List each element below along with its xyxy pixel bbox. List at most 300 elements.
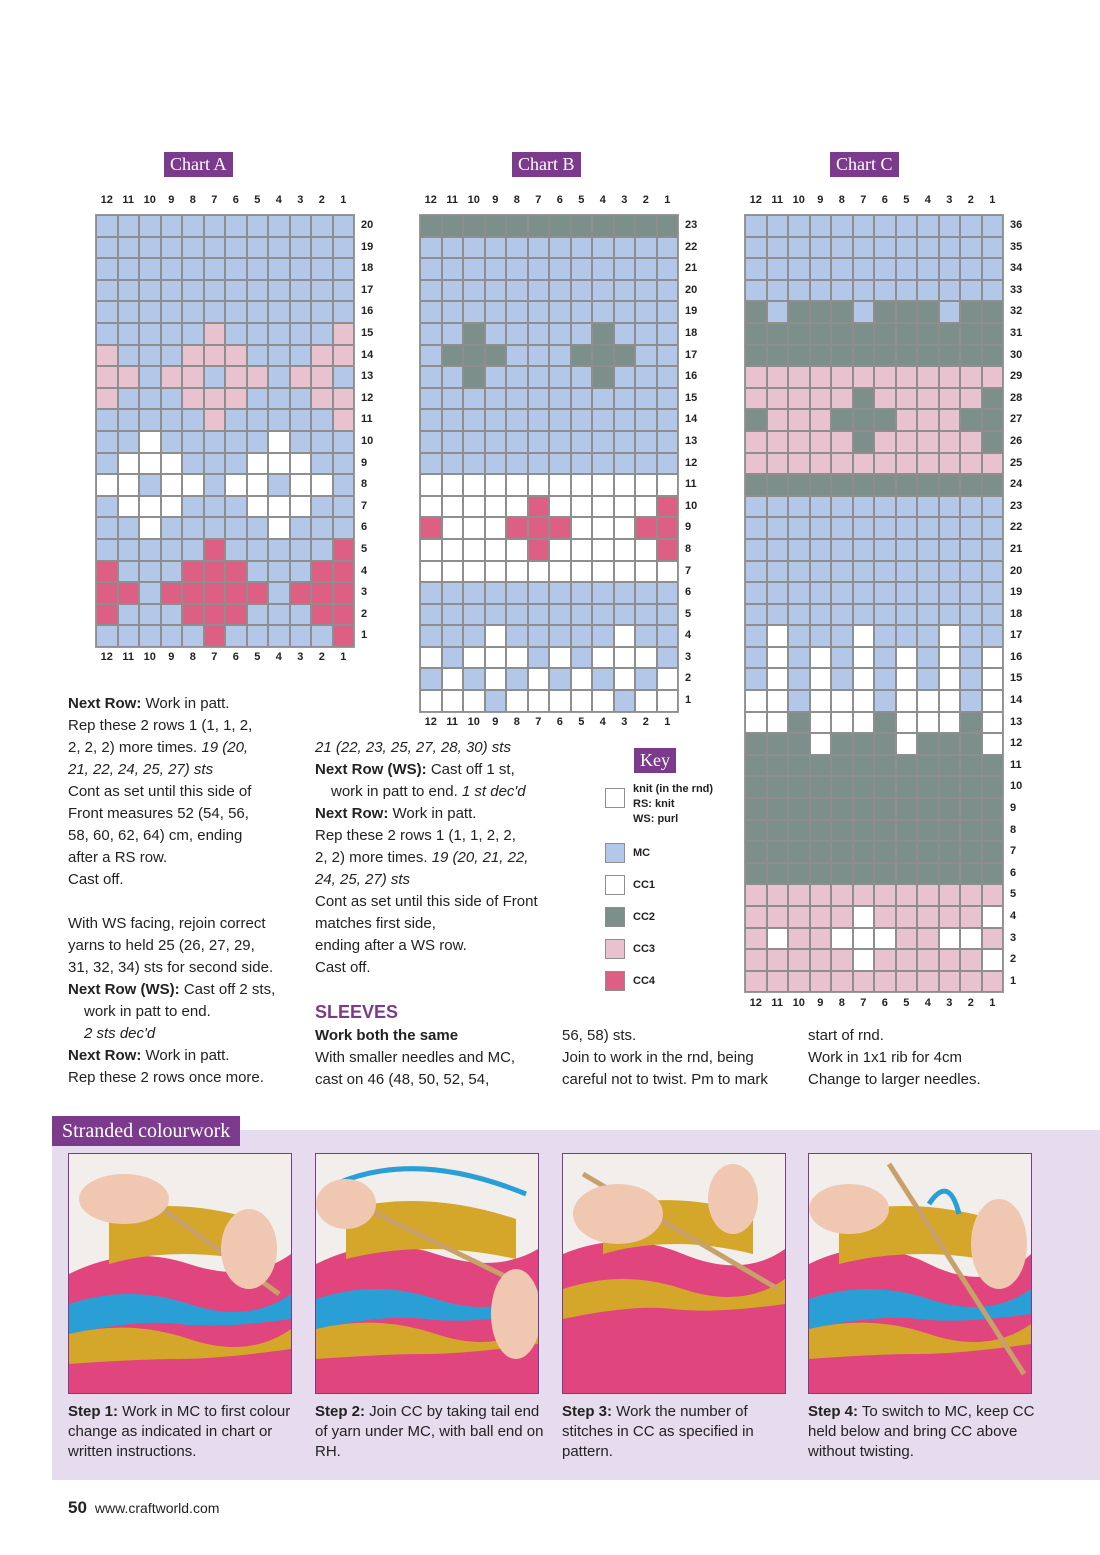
chart-c-cell <box>982 366 1004 388</box>
chart-c-cell <box>788 928 810 950</box>
chart-c-cell <box>982 582 1004 604</box>
chart-a-cell <box>225 409 247 431</box>
chart-b-cell <box>635 345 657 367</box>
chart-c-cell <box>982 409 1004 431</box>
chart-c-cell <box>767 668 789 690</box>
chart-b-cell <box>420 409 442 431</box>
chart-b-cell <box>420 561 442 583</box>
chart-a-cell <box>118 258 140 280</box>
chart-c-cell <box>960 928 982 950</box>
chart-a-cell <box>311 474 333 496</box>
chart-b-cell <box>657 345 679 367</box>
chart-c-column-number: 3 <box>946 194 953 206</box>
chart-c-cell <box>982 971 1004 993</box>
chart-c-cell <box>896 431 918 453</box>
chart-a-cell <box>247 301 269 323</box>
chart-c-cell <box>831 409 853 431</box>
chart-a-cell <box>268 625 290 647</box>
chart-c-cell <box>939 776 961 798</box>
chart-c-cell <box>831 388 853 410</box>
chart-a-title: Chart A <box>164 152 233 177</box>
chart-b-row-number: 13 <box>685 434 698 447</box>
chart-c-cell <box>810 215 832 237</box>
chart-b-column-number: 1 <box>664 716 671 728</box>
chart-b-column-number: 11 <box>446 194 459 206</box>
chart-c-row-number: 3 <box>1010 931 1017 944</box>
chart-b-cell <box>592 409 614 431</box>
chart-b-cell <box>592 668 614 690</box>
chart-a-cell <box>247 215 269 237</box>
step-4-label: Step 4: <box>808 1403 859 1420</box>
col2-line: 24, 25, 27) sts <box>315 871 411 888</box>
chart-b-row-number: 12 <box>685 456 698 469</box>
chart-c-cell <box>896 604 918 626</box>
chart-c-cell <box>960 496 982 518</box>
chart-c-cell <box>896 280 918 302</box>
chart-c-cell <box>917 431 939 453</box>
chart-c-column-numbers-bottom <box>745 997 1003 1009</box>
chart-b-cell <box>571 582 593 604</box>
chart-a-cell <box>247 388 269 410</box>
chart-a-cell <box>96 561 118 583</box>
chart-c-row-number: 16 <box>1010 650 1023 663</box>
chart-c-cell <box>810 366 832 388</box>
chart-c-cell <box>745 345 767 367</box>
chart-b-cell <box>506 668 528 690</box>
chart-c-cell <box>767 237 789 259</box>
chart-c-cell <box>831 604 853 626</box>
chart-c-cell <box>939 431 961 453</box>
chart-c-row-number: 34 <box>1010 262 1023 275</box>
chart-b-cell <box>463 453 485 475</box>
chart-b-cell <box>420 496 442 518</box>
col1-line: Next Row: Work in patt. <box>68 695 230 712</box>
col1-line: Front measures 52 (54, 56, <box>68 805 249 822</box>
chart-a-cell <box>96 625 118 647</box>
chart-c-cell <box>960 474 982 496</box>
chart-b-cell <box>420 280 442 302</box>
chart-a-cell <box>161 323 183 345</box>
chart-a-cell <box>225 280 247 302</box>
chart-c-column-number: 4 <box>924 194 931 206</box>
chart-c-cell <box>745 712 767 734</box>
chart-a-column-number: 12 <box>100 651 113 663</box>
chart-b-cell <box>506 647 528 669</box>
chart-c-cell <box>939 215 961 237</box>
chart-b-cell <box>549 409 571 431</box>
site-url[interactable]: www.craftworld.com <box>94 1500 220 1516</box>
chart-a-cell <box>333 280 355 302</box>
chart-c-cell <box>896 474 918 496</box>
chart-a-cell <box>311 388 333 410</box>
pattern-text-column-2 <box>315 737 565 979</box>
chart-a-cell <box>96 215 118 237</box>
chart-c-cell <box>810 431 832 453</box>
chart-c-column-numbers <box>745 194 1003 206</box>
chart-a-cell <box>247 237 269 259</box>
chart-c-cell <box>853 733 875 755</box>
chart-c-cell <box>853 539 875 561</box>
chart-c-cell <box>810 928 832 950</box>
chart-b-cell <box>549 690 571 712</box>
chart-b-cell <box>420 215 442 237</box>
chart-c-cell <box>960 409 982 431</box>
chart-a-column-number: 8 <box>189 651 196 663</box>
chart-c-row-number: 18 <box>1010 607 1023 620</box>
key-item <box>605 939 655 959</box>
key-swatch <box>605 843 625 863</box>
chart-a-cell <box>311 561 333 583</box>
key-label: CC1 <box>633 878 656 891</box>
chart-a-row-number: 9 <box>361 456 368 469</box>
chart-b-cell <box>463 301 485 323</box>
chart-a-cell <box>204 409 226 431</box>
chart-c-cell <box>982 949 1004 971</box>
chart-b-cell <box>635 366 657 388</box>
chart-a-cell <box>204 539 226 561</box>
chart-a-cell <box>268 604 290 626</box>
chart-a-cell <box>290 625 312 647</box>
chart-b-cell <box>635 215 657 237</box>
chart-a-cell <box>204 561 226 583</box>
chart-b-cell <box>420 453 442 475</box>
chart-a-cell <box>333 561 355 583</box>
chart-c-column-number: 8 <box>838 997 845 1009</box>
chart-c-cell <box>788 668 810 690</box>
key-item <box>605 782 713 827</box>
chart-a-cell <box>161 604 183 626</box>
chart-a-cell <box>333 301 355 323</box>
chart-c-cell <box>874 712 896 734</box>
chart-c-cell <box>810 755 832 777</box>
chart-a-cell <box>311 301 333 323</box>
chart-a-cell <box>290 215 312 237</box>
chart-b-cell <box>485 604 507 626</box>
chart-b-cell <box>614 647 636 669</box>
chart-c-cell <box>874 388 896 410</box>
chart-a-column-number: 7 <box>211 651 218 663</box>
chart-a-cell <box>139 237 161 259</box>
chart-c-cell <box>767 625 789 647</box>
chart-a-column-number: 9 <box>168 651 175 663</box>
chart-c-row-number: 1 <box>1010 974 1017 987</box>
chart-b-row-number: 21 <box>685 262 698 275</box>
chart-c-cell <box>853 388 875 410</box>
chart-a-cell <box>290 474 312 496</box>
chart-c-cell <box>917 388 939 410</box>
chart-a-cell <box>161 453 183 475</box>
chart-c-row-number: 29 <box>1010 370 1023 383</box>
chart-b-cell <box>485 625 507 647</box>
chart-b-cell <box>420 604 442 626</box>
key-item <box>605 843 650 863</box>
chart-a-column-numbers-bottom <box>96 651 354 663</box>
key-label: CC3 <box>633 942 656 955</box>
chart-c-cell <box>853 474 875 496</box>
chart-a-cell <box>268 496 290 518</box>
chart-b-row-number: 10 <box>685 499 698 512</box>
key-swatch <box>605 875 625 895</box>
chart-c-cell <box>767 323 789 345</box>
chart-a-cell <box>118 517 140 539</box>
chart-a-cell <box>333 517 355 539</box>
chart-b-cell <box>571 258 593 280</box>
chart-c-cell <box>874 345 896 367</box>
chart-b-cell <box>528 517 550 539</box>
chart-b-column-number: 9 <box>492 716 499 728</box>
chart-b-cell <box>657 474 679 496</box>
chart-a-cell <box>96 539 118 561</box>
chart-a-column-number: 11 <box>122 651 135 663</box>
chart-c-cell <box>831 323 853 345</box>
chart-b-cell <box>614 388 636 410</box>
col1-line: Rep these 2 rows 1 (1, 1, 2, <box>68 717 253 734</box>
chart-c-cell <box>810 474 832 496</box>
chart-b-cell <box>549 431 571 453</box>
chart-c-column-number: 6 <box>881 997 888 1009</box>
chart-b-cell <box>528 366 550 388</box>
chart-c-cell <box>939 884 961 906</box>
chart-c-column-number: 5 <box>903 997 910 1009</box>
chart-b-cell <box>420 301 442 323</box>
key-swatch <box>605 788 625 808</box>
chart-c-cell <box>788 798 810 820</box>
chart-c-cell <box>939 647 961 669</box>
chart-c-cell <box>745 949 767 971</box>
chart-c-cell <box>982 928 1004 950</box>
chart-c-cell <box>745 496 767 518</box>
chart-c-cell <box>896 496 918 518</box>
chart-c-cell <box>939 906 961 928</box>
chart-a-cell <box>204 215 226 237</box>
chart-a-cell <box>118 474 140 496</box>
chart-b-row-number: 22 <box>685 240 698 253</box>
chart-c-title: Chart C <box>830 152 899 177</box>
chart-a-cell <box>139 582 161 604</box>
chart-a-cell <box>247 345 269 367</box>
chart-a-cell <box>139 388 161 410</box>
chart-a-row-number: 1 <box>361 629 368 642</box>
chart-a-cell <box>96 517 118 539</box>
chart-a-cell <box>225 301 247 323</box>
chart-a-cell <box>225 453 247 475</box>
chart-b-cell <box>463 517 485 539</box>
chart-b-cell <box>571 345 593 367</box>
key-item <box>605 875 655 895</box>
chart-c-cell <box>810 604 832 626</box>
chart-c-cell <box>960 539 982 561</box>
chart-c-cell <box>745 884 767 906</box>
chart-c-cell <box>853 409 875 431</box>
chart-c-cell <box>767 474 789 496</box>
chart-a-cell <box>333 215 355 237</box>
chart-a-cell <box>333 582 355 604</box>
chart-b-cell <box>592 539 614 561</box>
chart-a-cell <box>182 258 204 280</box>
chart-a-cell <box>247 604 269 626</box>
chart-a-cell <box>161 496 183 518</box>
chart-c-cell <box>853 280 875 302</box>
chart-b-cell <box>657 647 679 669</box>
chart-c-cell <box>874 733 896 755</box>
chart-a-cell <box>118 215 140 237</box>
chart-c-cell <box>982 755 1004 777</box>
key-swatch <box>605 971 625 991</box>
chart-a-row-numbers <box>361 215 373 647</box>
chart-a-column-numbers <box>96 194 354 206</box>
chart-c-cell <box>831 841 853 863</box>
chart-c-cell <box>917 841 939 863</box>
chart-b-column-number: 12 <box>424 194 437 206</box>
chart-a-row-number: 3 <box>361 586 368 599</box>
chart-c-cell <box>767 712 789 734</box>
chart-a-cell <box>290 496 312 518</box>
chart-c-cell <box>745 647 767 669</box>
key-label: CC4 <box>633 974 656 987</box>
chart-b-cell <box>485 539 507 561</box>
chart-c-row-number: 6 <box>1010 866 1017 879</box>
chart-c-cell <box>767 280 789 302</box>
chart-c-row-number: 30 <box>1010 348 1023 361</box>
chart-a-cell <box>182 215 204 237</box>
chart-a-row-number: 18 <box>361 262 374 275</box>
chart-c-cell <box>788 323 810 345</box>
chart-c-cell <box>745 820 767 842</box>
chart-c-cell <box>982 431 1004 453</box>
chart-b-cell <box>657 323 679 345</box>
chart-c-cell <box>960 798 982 820</box>
col2-line: matches first side, <box>315 915 436 932</box>
chart-c-cell <box>960 755 982 777</box>
chart-c-cell <box>853 949 875 971</box>
chart-b-cell <box>442 517 464 539</box>
chart-c-cell <box>745 517 767 539</box>
chart-b-cell <box>442 647 464 669</box>
chart-b-cell <box>506 366 528 388</box>
chart-b-cell <box>528 301 550 323</box>
chart-a-row-number: 12 <box>361 391 374 404</box>
chart-b-cell <box>614 453 636 475</box>
chart-c-cell <box>939 733 961 755</box>
chart-b-row-numbers <box>685 215 697 712</box>
chart-c-cell <box>896 301 918 323</box>
chart-c-cell <box>853 215 875 237</box>
col1-line: With WS facing, rejoin correct <box>68 915 266 932</box>
chart-b-cell <box>635 668 657 690</box>
chart-b-column-number: 8 <box>513 194 520 206</box>
chart-a-cell <box>247 453 269 475</box>
chart-a-cell <box>311 431 333 453</box>
chart-c-column-number: 5 <box>903 194 910 206</box>
chart-b-cell <box>485 301 507 323</box>
sleeves-a-line: With smaller needles and MC, <box>315 1049 516 1066</box>
chart-c-cell <box>874 690 896 712</box>
chart-c-cell <box>939 798 961 820</box>
chart-c-cell <box>810 625 832 647</box>
chart-c-cell <box>853 301 875 323</box>
chart-b-row-number: 9 <box>685 521 692 534</box>
chart-c-cell <box>874 280 896 302</box>
sleeves-text-c <box>808 1025 1048 1091</box>
chart-c-row-number: 12 <box>1010 737 1023 750</box>
chart-b-row-number: 11 <box>685 478 697 491</box>
chart-b-cell <box>592 690 614 712</box>
chart-c-column-number: 1 <box>989 194 996 206</box>
chart-c-cell <box>853 798 875 820</box>
chart-a-cell <box>290 453 312 475</box>
chart-a-cell <box>139 604 161 626</box>
chart-a-cell <box>333 323 355 345</box>
chart-b-cell <box>592 625 614 647</box>
col1-line: after a RS row. <box>68 849 168 866</box>
chart-b-cell <box>657 409 679 431</box>
chart-a-cell <box>268 561 290 583</box>
chart-c-cell <box>896 625 918 647</box>
chart-c-cell <box>874 755 896 777</box>
chart-c-cell <box>767 366 789 388</box>
chart-b-cell <box>571 388 593 410</box>
chart-c-cell <box>745 237 767 259</box>
chart-c-cell <box>982 733 1004 755</box>
chart-a-cell <box>118 323 140 345</box>
chart-c-row-number: 26 <box>1010 434 1023 447</box>
chart-c-cell <box>982 474 1004 496</box>
chart-c-cell <box>831 625 853 647</box>
chart-a-column-number: 7 <box>211 194 218 206</box>
chart-a-cell <box>204 453 226 475</box>
chart-b-cell <box>506 582 528 604</box>
chart-a-cell <box>333 604 355 626</box>
chart-b-cell <box>442 215 464 237</box>
chart-c-cell <box>917 647 939 669</box>
chart-c-cell <box>939 323 961 345</box>
chart-b-cell <box>442 539 464 561</box>
chart-c-cell <box>745 755 767 777</box>
chart-c-cell <box>896 215 918 237</box>
step-4-text: To switch to MC, keep CC held below and bring CC above without twisting. <box>808 1403 1035 1460</box>
chart-c-cell <box>939 453 961 475</box>
col2-line: Next Row: Work in patt. <box>315 805 477 822</box>
chart-b-cell <box>506 561 528 583</box>
chart-b-cell <box>485 215 507 237</box>
chart-a-column-number: 6 <box>232 651 239 663</box>
chart-c-cell <box>939 366 961 388</box>
chart-c-cell <box>745 625 767 647</box>
chart-a-cell <box>161 517 183 539</box>
chart-c-cell <box>896 345 918 367</box>
page-footer <box>68 1498 219 1518</box>
chart-c-cell <box>853 712 875 734</box>
chart-c-cell <box>960 906 982 928</box>
chart-c-cell <box>788 237 810 259</box>
chart-c-cell <box>960 431 982 453</box>
key-item <box>605 907 655 927</box>
chart-a-cell <box>96 431 118 453</box>
chart-c-cell <box>831 647 853 669</box>
chart-b-cell <box>592 301 614 323</box>
chart-b-cell <box>571 280 593 302</box>
chart-b-cell <box>420 625 442 647</box>
chart-c-cell <box>767 409 789 431</box>
chart-a-cell <box>225 388 247 410</box>
chart-c-row-number: 21 <box>1010 542 1023 555</box>
chart-c-cell <box>831 301 853 323</box>
chart-b-cell <box>528 280 550 302</box>
chart-a-cell <box>268 517 290 539</box>
chart-a-cell <box>290 561 312 583</box>
chart-a-cell <box>161 582 183 604</box>
chart-c-cell <box>874 949 896 971</box>
